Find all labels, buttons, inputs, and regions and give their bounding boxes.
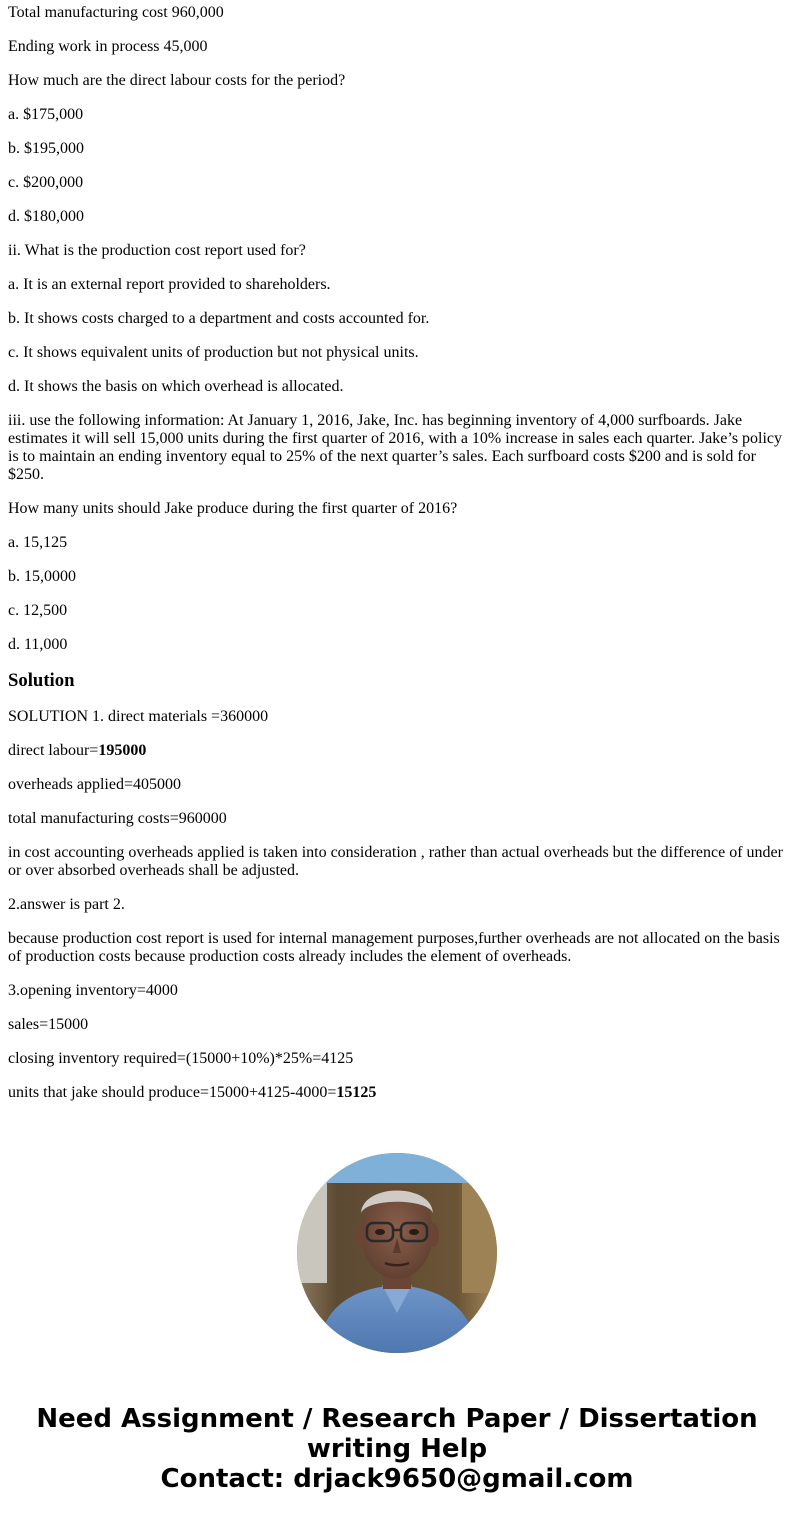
solution-answer-2: 2.answer is part 2.	[8, 896, 125, 913]
question-2-option-c: c. It shows equivalent units of production but not physical units.	[8, 344, 419, 361]
question-3-option-b: b. 15,0000	[8, 568, 76, 585]
total-manufacturing-cost: Total manufacturing cost 960,000	[8, 4, 224, 21]
question-2-option-a: a. It is an external report provided to shareholders.	[8, 276, 331, 293]
author-portrait-image	[297, 1153, 497, 1353]
question-1-option-a: a. $175,000	[8, 106, 84, 123]
solution-answer-2-reason: because production cost report is used for internal management purposes,further overheads are not allocated on the basis of production costs because production costs already includes the element of overheads.	[8, 930, 780, 965]
solution-overhead-note: in cost accounting overheads applied is taken into consideration , rather than actual overheads but the difference of under or over absorbed overheads shall be adjusted.	[8, 844, 783, 879]
direct-labour-label: direct labour=	[8, 742, 99, 759]
question-1-option-b: b. $195,000	[8, 140, 84, 157]
promo-contact: Contact: drjack9650@gmail.com	[160, 1464, 634, 1494]
question-1-option-d: d. $180,000	[8, 208, 84, 225]
question-2-option-d: d. It shows the basis on which overhead is allocated.	[8, 378, 344, 395]
solution-direct-labour	[8, 742, 786, 760]
units-value: 15125	[336, 1084, 377, 1101]
document-body	[8, 4, 786, 1118]
question-3-option-c: c. 12,500	[8, 602, 68, 619]
author-avatar	[297, 1153, 497, 1353]
solution-heading: Solution	[8, 670, 75, 691]
question-3-option-a: a. 15,125	[8, 534, 68, 551]
question-3-option-d: d. 11,000	[8, 636, 68, 653]
solution-direct-materials: SOLUTION 1. direct materials =360000	[8, 708, 269, 725]
direct-labour-value: 195000	[98, 742, 147, 759]
promo-banner	[0, 1404, 794, 1494]
question-1-option-c: c. $200,000	[8, 174, 84, 191]
question-1-prompt: How much are the direct labour costs for the period?	[8, 72, 346, 89]
promo-line-1: Need Assignment / Research Paper / Dissertation	[36, 1404, 758, 1434]
units-label: units that jake should produce=15000+4125-4000=	[8, 1084, 337, 1101]
question-2-option-b: b. It shows costs charged to a department and costs accounted for.	[8, 310, 430, 327]
ending-work-in-process: Ending work in process 45,000	[8, 38, 208, 55]
solution-closing-inventory: closing inventory required=(15000+10%)*25%=4125	[8, 1050, 354, 1067]
solution-sales: sales=15000	[8, 1016, 89, 1033]
solution-units-to-produce	[8, 1084, 786, 1102]
question-3-info: iii. use the following information: At January 1, 2016, Jake, Inc. has beginning inventory of 4,000 surfboards. Jake estimates it will sell 15,000 units during the first quarter of 2016, with a 10% increase in sales each quarter. Jake’s policy is to maintain an ending inventory equal to 25% of the next quarter’s sales. Each surfboard costs $200 and is sold for $250.	[8, 412, 783, 483]
solution-opening-inventory: 3.opening inventory=4000	[8, 982, 178, 999]
question-3-prompt: How many units should Jake produce during the first quarter of 2016?	[8, 500, 458, 517]
promo-line-2: writing Help	[306, 1434, 488, 1464]
solution-total-costs: total manufacturing costs=960000	[8, 810, 227, 827]
solution-overheads-applied: overheads applied=405000	[8, 776, 181, 793]
question-2-prompt: ii. What is the production cost report used for?	[8, 242, 306, 259]
